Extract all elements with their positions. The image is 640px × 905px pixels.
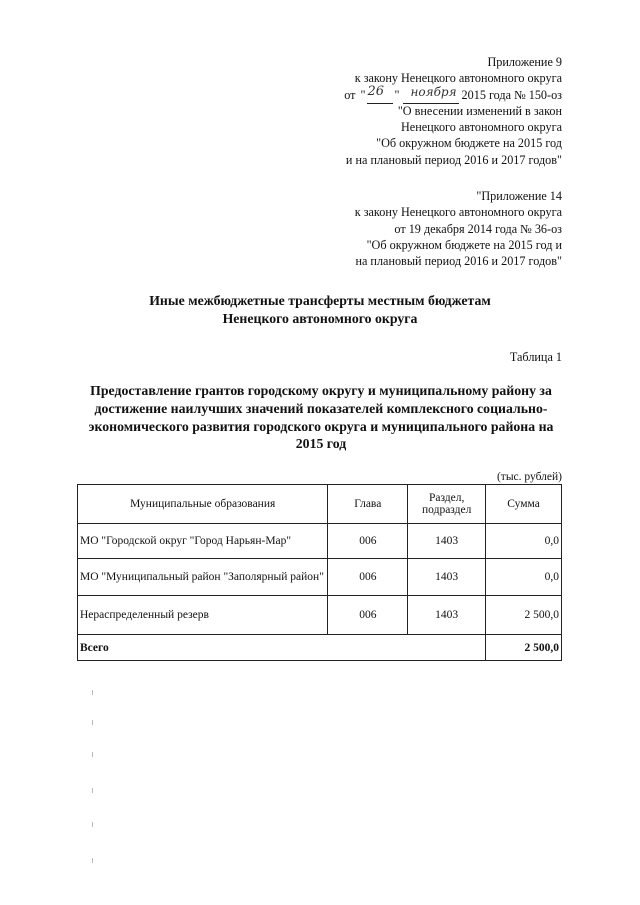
law-date-line [344,83,562,103]
cell-chapter: 006 [328,524,408,559]
cell-section: 1403 [408,596,486,635]
law-title-line-2: Ненецкого автономного округа [400,120,562,135]
total-sum: 2 500,0 [486,635,562,661]
date-suffix: 2015 года № 150-оз [461,87,562,102]
original-law-title-2: на плановый период 2016 и 2017 годов" [355,254,562,269]
table-title-line-3: экономического развития городского округа и муниципального района на [88,418,554,434]
law-title-line-3: "Об окружном бюджете на 2015 год [376,136,562,151]
scan-tick [92,788,93,793]
header-section: Раздел, подраздел [408,485,486,524]
cell-chapter: 006 [328,596,408,635]
document-title [80,292,560,328]
day-underline [367,103,393,104]
scan-tick [92,690,93,695]
scan-tick [92,822,93,827]
total-label: Всего [78,635,486,661]
handwritten-date [359,83,459,103]
cell-municipality: МО "Муниципальный район "Заполярный район" [78,559,328,596]
scan-tick [92,858,93,863]
original-law-reference: к закону Ненецкого автономного округа [354,205,562,220]
table-row [78,524,562,559]
appendix-number: Приложение 9 [487,55,562,69]
original-law-date: от 19 декабря 2014 года № 36-оз [394,221,562,236]
table-title [76,382,566,453]
table-title-line-1: Предоставление грантов городскому округу и муниципальному району за [90,383,552,398]
grants-table [77,484,562,661]
header-municipality: Муниципальные образования [78,485,328,524]
cell-sum: 0,0 [486,524,562,559]
original-appendix-number: "Приложение 14 [476,189,562,203]
table-number: Таблица 1 [509,350,562,364]
cell-chapter: 006 [328,559,408,596]
cell-sum: 2 500,0 [486,596,562,635]
original-law-title-1: "Об окружном бюджете на 2015 год и [366,237,562,252]
header-chapter: Глава [328,485,408,524]
law-reference: к закону Ненецкого автономного округа [354,71,562,86]
document-title-line-1: Иные межбюджетные трансферты местным бюджетам [149,293,491,308]
law-title-line-4: и на плановый период 2016 и 2017 годов" [345,152,562,167]
original-appendix-header [355,188,562,269]
table-row [78,596,562,635]
document-title-line-2: Ненецкого автономного округа [222,311,418,326]
date-prefix: от [344,87,356,102]
table-title-line-4: 2015 год [295,436,347,452]
header-sum: Сумма [486,485,562,524]
cell-section: 1403 [408,559,486,596]
date-open-quote: " [360,87,366,102]
units-label: (тыс. рублей) [496,471,562,483]
date-close-quote: " [394,87,400,102]
cell-municipality: МО "Городской округ "Город Нарьян-Мар" [78,524,328,559]
scan-margin-marks [92,690,94,870]
scan-tick [92,752,93,757]
law-title-line-1: "О внесении изменений в закон [397,103,562,118]
table-header-row [78,485,562,524]
table-row [78,559,562,596]
amendment-appendix-header [344,54,562,168]
handwritten-day: 26 [367,83,385,99]
month-underline [403,103,459,104]
cell-section: 1403 [408,524,486,559]
scan-tick [92,720,93,725]
table-title-line-2: достижение наилучших значений показателей комплексного социально- [94,400,548,416]
table-total-row [78,635,562,661]
cell-municipality: Нераспределенный резерв [78,596,328,635]
handwritten-month: ноября [410,84,457,99]
cell-sum: 0,0 [486,559,562,596]
